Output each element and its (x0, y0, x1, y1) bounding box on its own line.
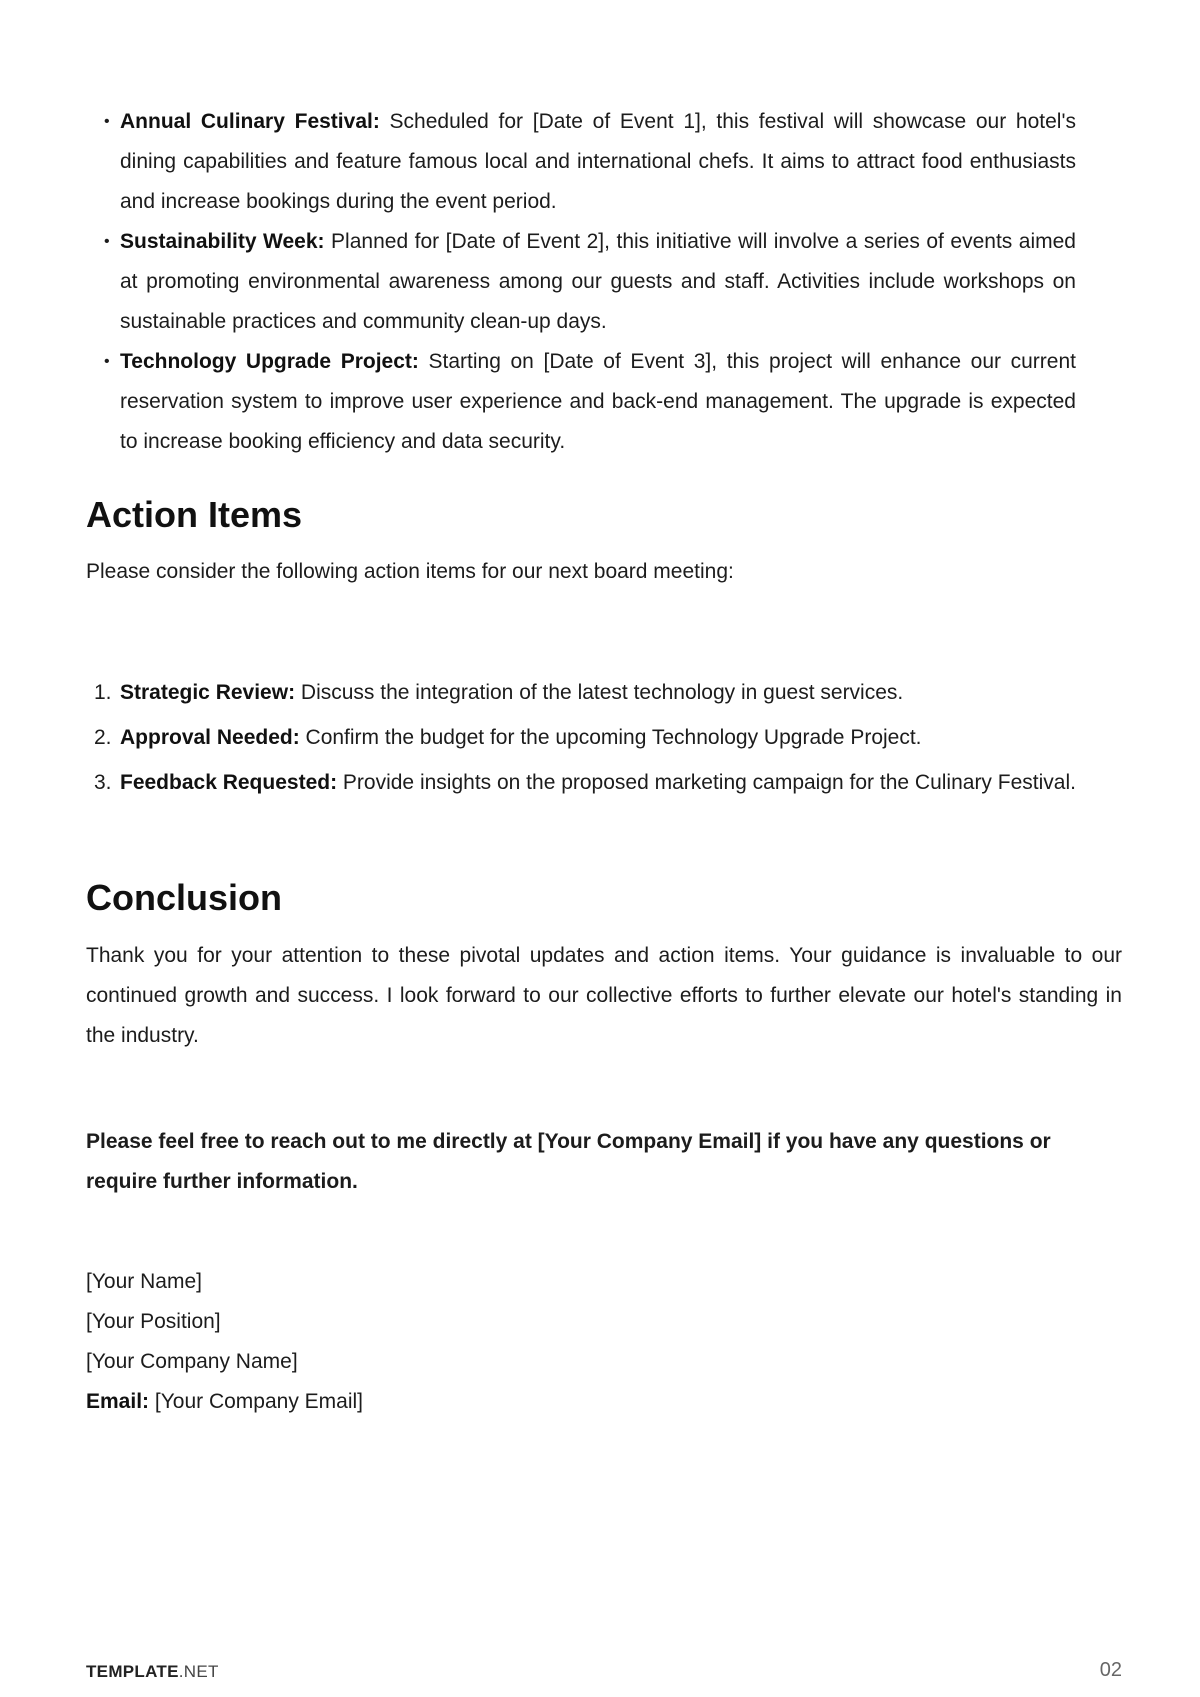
item-text: Discuss the integration of the latest technology in guest services. (295, 681, 904, 704)
item-number: 1. (94, 681, 112, 704)
event-text: Starting on [Date of Event 3], this project will enhance our current reservation system to improve user experience and back-end management. The upgrade is expected to increase booking efficiency and data security. (120, 350, 1076, 453)
signature-email (86, 1382, 786, 1422)
event-title: Sustainability Week: (120, 230, 325, 253)
item-text: Provide insights on the proposed marketing campaign for the Culinary Festival. (337, 771, 1076, 794)
brand-bold: TEMPLATE (86, 1662, 179, 1681)
action-items-list (86, 673, 1076, 808)
event-title: Annual Culinary Festival: (120, 110, 380, 133)
item-title: Approval Needed: (120, 726, 300, 749)
events-list (86, 102, 1076, 462)
item-title: Feedback Requested: (120, 771, 338, 794)
action-items-intro (86, 552, 1122, 592)
email-value: [Your Company Email] (149, 1390, 364, 1413)
item-title: Strategic Review: (120, 681, 296, 704)
signature-block (86, 1262, 786, 1422)
list-item (86, 673, 1076, 713)
list-item (86, 102, 1076, 222)
event-title: Technology Upgrade Project: (120, 350, 419, 373)
list-item (86, 222, 1076, 342)
bullet-icon: • (104, 113, 110, 130)
list-item (86, 763, 1076, 803)
action-items-heading: Action Items (86, 494, 303, 535)
conclusion-heading: Conclusion (86, 877, 282, 918)
signature-position: [Your Position] (86, 1310, 221, 1333)
bullet-icon: • (104, 353, 110, 370)
email-label: Email: (86, 1390, 150, 1413)
closing-note (86, 1122, 1122, 1202)
conclusion-text: Thank you for your attention to these pivotal updates and action items. Your guidance is invaluable to our continued growth and success. I look forward to our collective efforts to further elevate our hotel's standing in the industry. (86, 944, 1122, 1047)
list-item (86, 718, 1076, 758)
conclusion-body (86, 936, 1122, 1056)
signature-company: [Your Company Name] (86, 1350, 298, 1373)
item-text: Confirm the budget for the upcoming Technology Upgrade Project. (299, 726, 922, 749)
action-items-intro-text: Please consider the following action items for our next board meeting: (86, 560, 734, 583)
event-text: Scheduled for [Date of Event 1], this festival will showcase our hotel's dining capabilities and feature famous local and international chefs. It aims to attract food enthusiasts and increase bookings during the event period. (120, 110, 1076, 213)
signature-name: [Your Name] (86, 1270, 202, 1293)
item-number: 3. (94, 771, 112, 794)
list-item (86, 342, 1076, 462)
brand-rest: .NET (178, 1662, 219, 1681)
closing-text: Please feel free to reach out to me directly at [Your Company Email] if you have any questions or require further information. (86, 1130, 1051, 1193)
brand-logo (86, 1662, 219, 1682)
page-number: 02 (1099, 1659, 1122, 1681)
event-text: Planned for [Date of Event 2], this initiative will involve a series of events aimed at promoting environmental awareness among our guests and staff. Activities include workshops on sustainable practices and community clean-up days. (120, 230, 1076, 333)
item-number: 2. (94, 726, 112, 749)
bullet-icon: • (104, 233, 110, 250)
